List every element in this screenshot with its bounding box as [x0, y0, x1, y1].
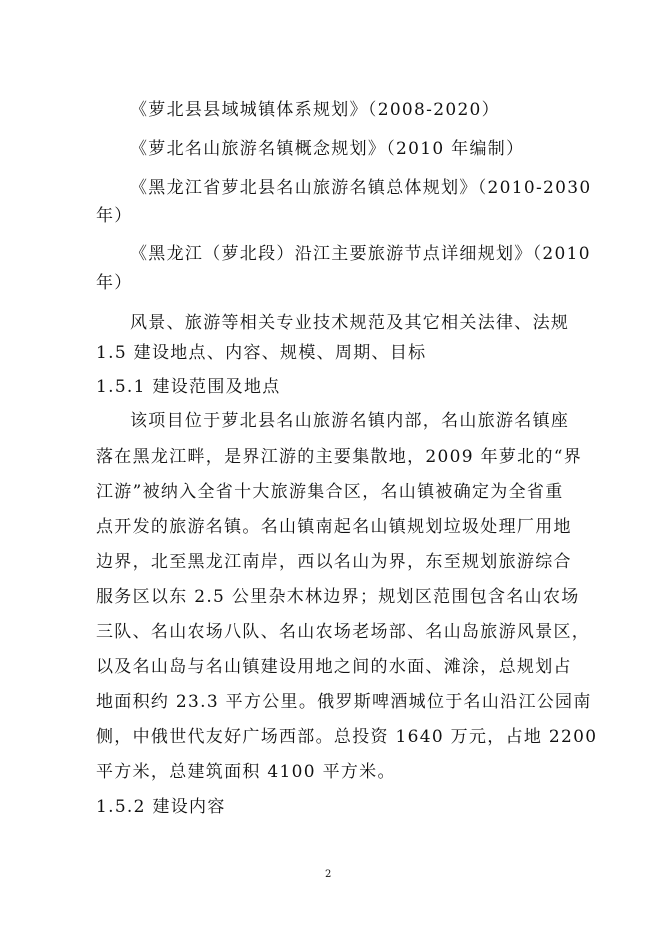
page-number: 2 — [325, 869, 332, 880]
body-line: 地面积约 23.3 平方公里。俄罗斯啤酒城位于名山沿江公园南 — [96, 692, 592, 712]
reference-line: 《黑龙江省萝北县名山旅游名镇总体规划》（2010-2030 — [130, 178, 592, 198]
reference-line: 《萝北名山旅游名镇概念规划》（2010 年编制） — [130, 139, 525, 159]
body-line: 服务区以东 2.5 公里杂木林边界；规划区范围包含名山农场 — [96, 587, 580, 607]
body-line: 平方米，总建筑面积 4100 平方米。 — [96, 762, 396, 782]
section-heading-1-5-1: 1.5.1 建设范围及地点 — [96, 377, 281, 397]
reference-line: 风景、旅游等相关专业技术规范及其它相关法律、法规 — [130, 313, 570, 333]
section-heading-1-5-2: 1.5.2 建设内容 — [96, 797, 226, 817]
body-line: 落在黑龙江畔，是界江游的主要集散地，2009 年萝北的“界 — [96, 447, 583, 467]
reference-line: 《黑龙江（萝北段）沿江主要旅游节点详细规划》（2010 — [130, 244, 591, 264]
body-line: 边界，北至黑龙江南岸，西以名山为界，东至规划旅游综合 — [96, 552, 572, 572]
body-line: 三队、名山农场八队、名山农场老场部、名山岛旅游风景区， — [96, 622, 591, 642]
body-line: 以及名山岛与名山镇建设用地之间的水面、滩涂，总规划占 — [96, 657, 572, 677]
body-line: 侧，中俄世代友好广场西部。总投资 1640 万元，占地 2200 — [96, 727, 598, 747]
body-line: 该项目位于萝北县名山旅游名镇内部，名山旅游名镇座 — [130, 411, 570, 431]
section-heading-1-5: 1.5 建设地点、内容、规模、周期、目标 — [96, 343, 427, 363]
reference-line-continuation: 年） — [96, 206, 133, 226]
body-line: 江游”被纳入全省十大旅游集合区，名山镇被确定为全省重 — [96, 482, 564, 502]
reference-line: 《萝北县县域城镇体系规划》（2008-2020） — [130, 100, 500, 120]
body-line: 点开发的旅游名镇。名山镇南起名山镇规划垃圾处理厂用地 — [96, 517, 572, 537]
reference-line-continuation: 年） — [96, 273, 133, 293]
